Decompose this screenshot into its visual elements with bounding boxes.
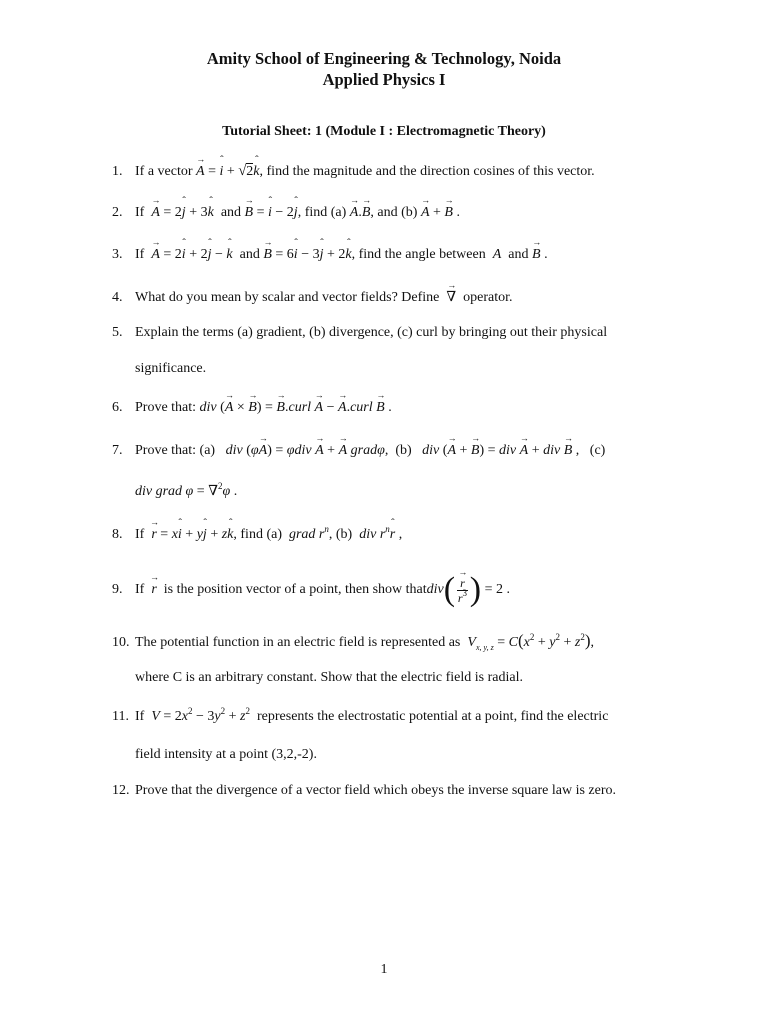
question-3: 3. If → A = 2ˆ i + 2ˆ j − ˆ k and → B = 6ˆ i − 3ˆ j + 2ˆ k, find the angle between A and → B . bbox=[112, 246, 657, 264]
institution-title: Amity School of Engineering & Technology, Noida bbox=[206, 49, 562, 68]
question-8: 8. If → r = xˆ i + yˆ j + zˆ k, find (a) grad $r^n$, (b) div $r^nˆ$ r , bbox=[112, 526, 657, 544]
sheet-title: Tutorial Sheet: 1 (Module I : Electromagnetic Theory) bbox=[222, 124, 546, 139]
question-9: 9. If → r is the position vector of a point, then show thatdiv( → $\frac{r}{r^3}$ ) = 2 . bbox=[112, 575, 657, 605]
question-1: 1. If a vector → A = ˆ i + √ 2ˆ k, find the magnitude and the direction cosines of this vector. bbox=[112, 163, 657, 181]
question-10: 10. The potential function in an electric field is represented as $V_{x, y, z} = C(x^2 + y^2 + z^2)$, bbox=[112, 631, 595, 652]
question-11: 11. If $V = 2x^2 - 3y^2 + z^2$ represents the electrostatic potential at a point, find the electric bbox=[112, 706, 609, 724]
question-6: 6. Prove that: div (→ A × → B) = → B.curl → A − → A.curl → B . bbox=[112, 399, 657, 417]
question-12: 12. Prove that the divergence of a vector field which obeys the inverse square law is zero. bbox=[112, 783, 617, 798]
question-4: 4. What do you mean by scalar and vector fields? Define → ∇ operator. bbox=[112, 289, 657, 307]
question-2: 2. If → A = 2ˆ j + 3ˆ k and → B = ˆ i − 2ˆ j, find (a) → A.→ B, and (b) → A + → B . bbox=[112, 204, 657, 222]
question-5: 5. Explain the terms (a) gradient, (b) divergence, (c) curl by bringing out their physical bbox=[112, 325, 608, 340]
question-7-continued: div grad φ = ∇$^2$φ . bbox=[135, 481, 238, 499]
page-number: 1 bbox=[380, 962, 388, 977]
question-7: 7. Prove that: (a) div (φ→ A) = φdiv → A + → A gradφ, (b) div (→ A + → B) = div → A + div → B , (c) bbox=[112, 442, 657, 460]
question-11-continued: field intensity at a point (3,2,-2). bbox=[135, 747, 317, 762]
question-5-continued: significance. bbox=[135, 361, 207, 376]
course-title: Applied Physics I bbox=[322, 70, 446, 89]
question-10-continued: where C is an arbitrary constant. Show that the electric field is radial. bbox=[135, 670, 523, 685]
